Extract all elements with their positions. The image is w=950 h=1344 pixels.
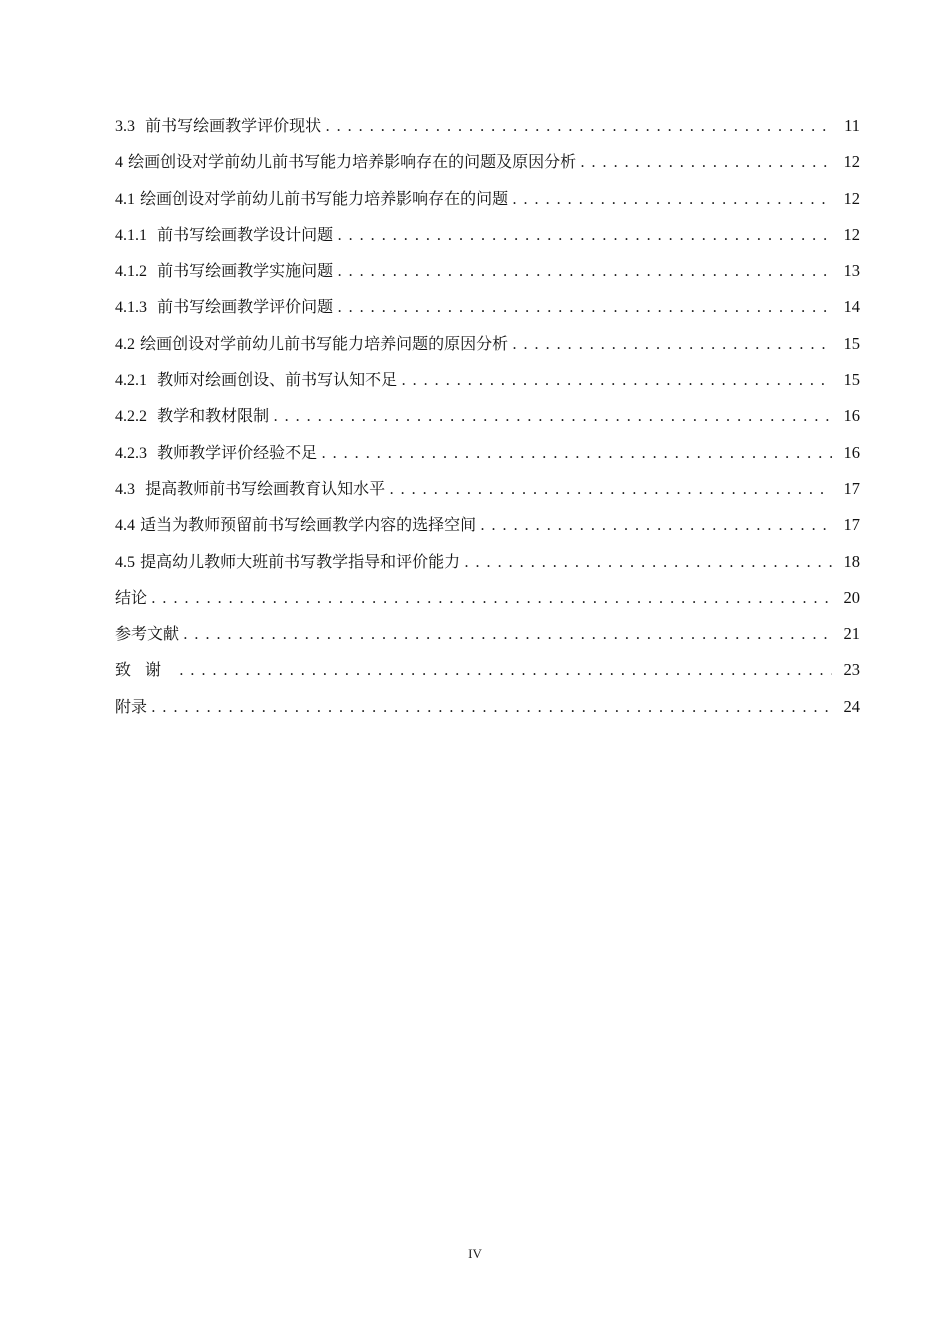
section-number: 4.1.1 [115,226,147,244]
toc-entry-label [115,289,333,326]
section-title: 绘画创设对学前幼儿前书写能力培养影响存在的问题及原因分析 [128,152,577,172]
page-number: 15 [843,333,860,353]
toc-entry-4-2-2[interactable] [115,398,860,434]
section-number: 4.2.1 [115,372,147,390]
page-number: 17 [843,515,860,535]
section-number: 3.3 [115,118,135,135]
dot-leader [389,471,832,507]
section-number: 4.2 [115,335,135,353]
section-number: 4.3 [115,480,135,498]
dot-leader [273,398,832,434]
toc-entry-4-3[interactable] [115,471,860,507]
section-title: 绘画创设对学前幼儿前书写能力培养问题的原因分析 [140,333,509,353]
page-number: 16 [843,406,860,426]
section-title: 教师对绘画创设、前书写认知不足 [157,370,398,390]
toc-entry-label [115,580,147,616]
page-number: 20 [843,587,860,607]
toc-entry-label [115,689,147,725]
dot-leader [580,144,832,180]
section-number: 4 [115,154,123,172]
page-footer-number: IV [468,1246,482,1261]
toc-entry-label [115,217,333,254]
page-number: 23 [843,660,860,680]
section-number: 4.1.2 [115,263,147,281]
toc-entry-4-1-3[interactable] [115,289,860,325]
dot-leader [512,181,832,217]
section-number: 4.1.3 [115,299,147,317]
dot-leader [183,616,832,652]
section-title: 教师教学评价经验不足 [157,442,318,462]
section-title: 教学和教材限制 [157,406,270,426]
section-title: 前书写绘画教学实施问题 [157,261,334,281]
toc-entry-appendix[interactable] [115,689,860,725]
section-title: 前书写绘画教学评价现状 [145,116,322,135]
toc-entry-4-4[interactable] [115,507,860,543]
toc-entry-4-2-3[interactable] [115,435,860,471]
dot-leader [480,507,832,543]
toc-entry-acknowledgements[interactable] [115,652,860,688]
toc-entry-label [115,507,476,544]
table-of-contents [115,108,860,725]
dot-leader [337,289,832,325]
page-number: 12 [843,152,860,172]
toc-entry-label [115,362,397,399]
page-number: 11 [844,116,860,135]
dot-leader [179,652,832,688]
toc-entry-references[interactable] [115,616,860,652]
page-number: 18 [843,551,860,571]
page-number: 13 [843,261,860,281]
section-number: 4.2.3 [115,444,147,462]
toc-entry-label [115,435,317,472]
toc-entry-label [115,181,508,218]
page-number: 16 [843,442,860,462]
section-title: 结论 [115,587,148,607]
dot-leader [337,217,832,253]
section-title: 绘画创设对学前幼儿前书写能力培养影响存在的问题 [140,188,509,208]
page-number: 24 [843,696,860,716]
toc-entry-label [115,253,333,290]
page-number: 14 [843,297,860,317]
toc-entry-4-1[interactable] [115,181,860,217]
section-title: 致谢 [115,660,176,680]
dot-leader [151,689,832,725]
section-title: 前书写绘画教学设计问题 [157,224,334,244]
toc-entry-label [115,108,321,145]
toc-entry-4-2-1[interactable] [115,362,860,398]
toc-entry-4-2[interactable] [115,326,860,362]
toc-entry-label [115,471,385,508]
toc-entry-4-1-1[interactable] [115,217,860,253]
page-number: 12 [843,188,860,208]
section-title: 提高幼儿教师大班前书写教学指导和评价能力 [140,551,461,571]
page-number: 15 [843,370,860,390]
section-number: 4.2.2 [115,408,147,426]
dot-leader [512,326,832,362]
toc-entry-4-5[interactable] [115,544,860,580]
toc-entry-3-3[interactable] [115,108,860,144]
page-number: 12 [843,224,860,244]
toc-entry-label [115,544,460,581]
page-number: 17 [843,478,860,498]
section-title: 提高教师前书写绘画教育认知水平 [145,478,386,498]
section-title: 适当为教师预留前书写绘画教学内容的选择空间 [140,515,477,535]
toc-entry-label [115,398,269,435]
toc-entry-label [115,616,179,652]
dot-leader [401,362,832,398]
toc-entry-label [115,326,508,363]
dot-leader [321,435,832,471]
section-number: 4.5 [115,553,135,571]
dot-leader [325,108,832,144]
section-number: 4.1 [115,190,135,208]
toc-entry-conclusion[interactable] [115,580,860,616]
dot-leader [151,580,832,616]
section-title: 参考文献 [115,624,180,644]
section-title: 附录 [115,696,148,716]
section-title: 前书写绘画教学评价问题 [157,297,334,317]
toc-entry-4[interactable] [115,144,860,180]
page-number: 21 [843,624,860,644]
toc-entry-label [115,652,175,688]
dot-leader [337,253,832,289]
dot-leader [464,544,832,580]
toc-entry-label [115,144,576,181]
toc-entry-4-1-2[interactable] [115,253,860,289]
section-number: 4.4 [115,517,135,535]
